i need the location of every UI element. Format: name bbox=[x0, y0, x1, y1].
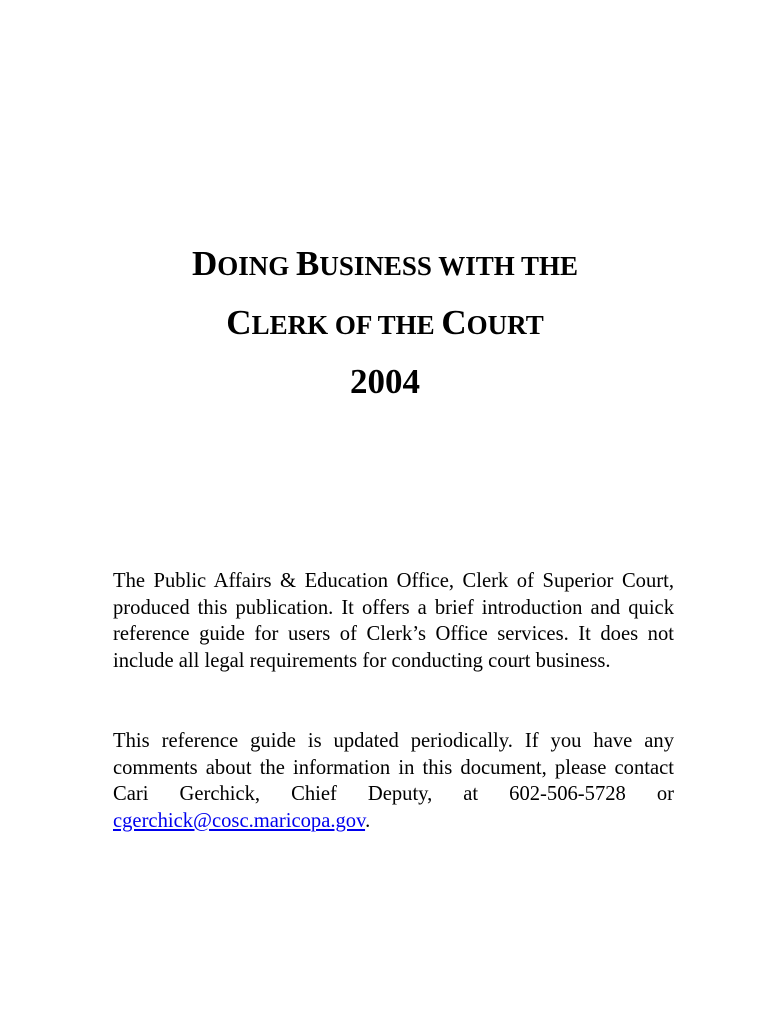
document-title bbox=[0, 238, 770, 408]
contact-paragraph bbox=[113, 728, 674, 834]
title-year: 2004 bbox=[350, 362, 420, 401]
contact-text: This reference guide is updated periodically. If you have any comments about the information in this document, please contact Cari Gerchick, Chief Deputy, at 602-506-5728 or bbox=[113, 730, 674, 806]
email-link[interactable]: cgerchick@cosc.maricopa.gov bbox=[113, 809, 366, 832]
title-line-2: CLERK OF THE COURT bbox=[226, 303, 544, 342]
contact-end: . bbox=[365, 809, 371, 832]
title-line-1: DOING BUSINESS WITH THE bbox=[191, 244, 579, 283]
intro-paragraph: The Public Affairs & Education Office, Clerk of Superior Court, produced this publication. It offers a brief introduction and quick reference guide for users of Clerk’s Office services. It does not include all legal requirements for conducting court business. bbox=[113, 570, 674, 672]
